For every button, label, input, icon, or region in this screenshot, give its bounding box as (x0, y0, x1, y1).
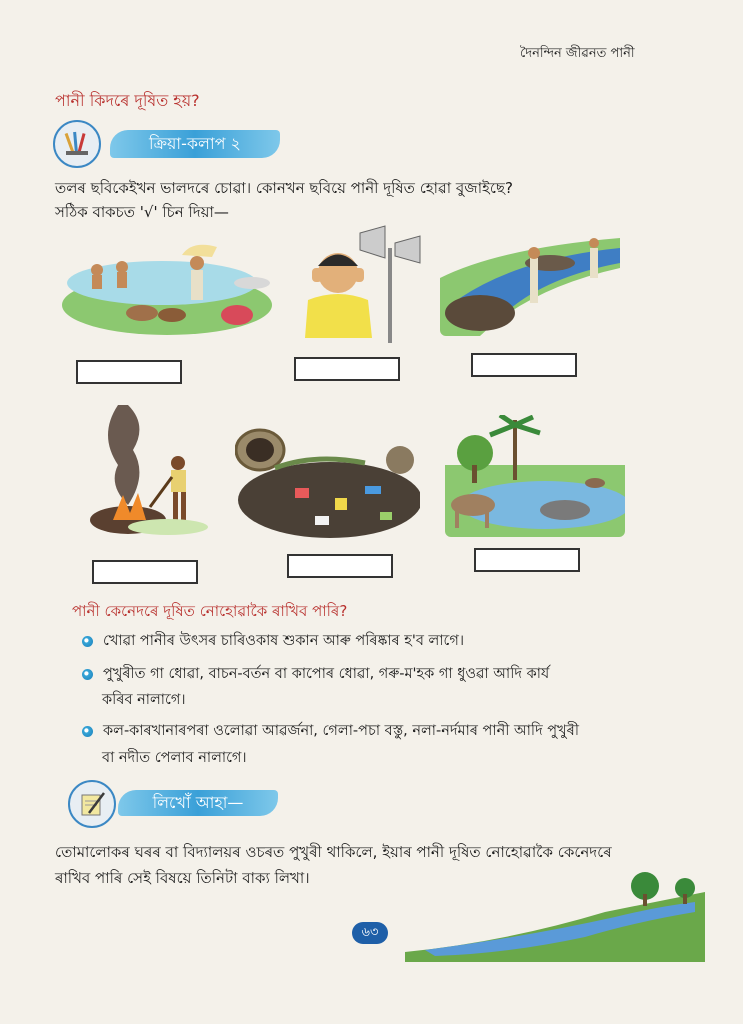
bullet-text-3: কল-কাৰখানাৰপৰা ওলোৱা আৱৰ্জনা, গেলা-পচা বস্তু, নলা-নৰ্দমাৰ পানী আদি পুখুৰী (103, 723, 579, 739)
instruction-line-2: সঠিক বাকচত '√' চিন দিয়া— (55, 203, 229, 221)
write-instruction-line-1: তোমালোকৰ ঘৰৰ বা বিদ্যালয়ৰ ওচৰত পুখুৰী থাকিলে, ইয়াৰ পানী দূষিত নোহোৱাকৈ কেনেদৰে (55, 843, 612, 861)
bullet-icon (82, 636, 93, 647)
list-item (82, 663, 549, 687)
sewage-drain-pipe-garbage (235, 428, 420, 540)
garbage-dumped-in-river (440, 218, 620, 336)
answer-box-2[interactable] (294, 357, 400, 381)
answer-box-6[interactable] (474, 548, 580, 572)
answer-box-4[interactable] (92, 560, 198, 584)
answer-box-1[interactable] (76, 360, 182, 384)
bullet-icon (82, 726, 93, 737)
cattle-bathing-in-pond (445, 415, 625, 537)
instruction-line-1: তলৰ ছবিকেইখন ভালদৰে চোৱা। কোনখন ছবিয়ে পানী দূষিত হোৱা বুজাইছে? (55, 179, 513, 197)
running-header: দৈনন্দিন জীৱনত পানী (520, 46, 635, 61)
write-banner: লিখোঁ আহা— (118, 790, 278, 816)
list-item (82, 630, 464, 654)
boy-covering-ears-loudspeaker (290, 218, 440, 343)
people-bathing-washing-in-pond (62, 235, 272, 335)
man-burning-waste (88, 395, 213, 543)
write-instruction-line-2: ৰাখিব পাৰি সেই বিষয়ে তিনিটা বাক্য লিখা। (55, 869, 310, 887)
bullet-text-2-continued: কৰিব নালাগে। (102, 692, 186, 708)
notebook-pen-icon (68, 780, 116, 828)
activity-banner: ক্ৰিয়া-কলাপ ২ (110, 130, 280, 158)
answer-box-5[interactable] (287, 554, 393, 578)
bullet-icon (82, 669, 93, 680)
list-item (82, 720, 579, 744)
bullet-text-3-continued: বা নদীত পেলাব নালাগে। (102, 750, 247, 766)
bullet-text-1: খোৱা পানীৰ উৎসৰ চাৰিওকাষ শুকান আৰু পৰিষ্কাৰ হ'ব লাগে। (103, 633, 465, 649)
section-heading-pollution: পানী কিদৰে দূষিত হয়? (55, 91, 200, 110)
answer-box-3[interactable] (471, 353, 577, 377)
river-landscape-illustration (405, 872, 705, 962)
pencils-icon (53, 120, 101, 168)
bullet-text-2: পুখুৰীত গা ধোৱা, বাচন-বৰ্তন বা কাপোৰ ধোৱা, গৰু-ম'হক গা ধুওৱা আদি কাৰ্য (103, 666, 550, 682)
page-number: ৬৩ (352, 922, 388, 944)
section-heading-prevention: পানী কেনেদৰে দূষিত নোহোৱাকৈ ৰাখিব পাৰি? (72, 602, 348, 620)
